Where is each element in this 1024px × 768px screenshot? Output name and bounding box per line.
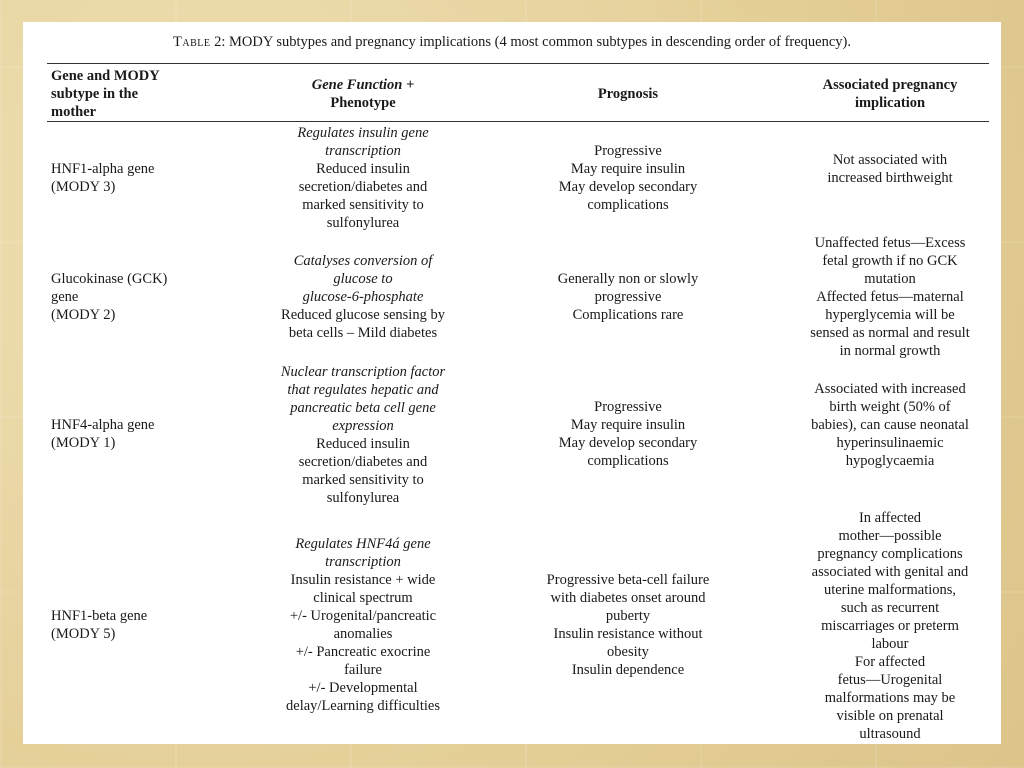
function-line: sulfonylurea — [326, 215, 400, 231]
pregnancy-line: hypoglycaemia — [845, 453, 935, 469]
pregnancy-line: increased birthweight — [827, 170, 953, 186]
table-panel — [23, 22, 1001, 744]
row-2-prognosis — [523, 270, 733, 324]
function-line: beta cells – Mild diabetes — [288, 325, 438, 341]
pregnancy-line: uterine malformations, — [823, 582, 957, 598]
row-4-prognosis — [523, 571, 733, 679]
prognosis-line: Progressive beta-cell failure — [546, 572, 710, 588]
prognosis-line: progressive — [594, 289, 662, 305]
prognosis-line: May develop secondary — [558, 435, 698, 451]
pregnancy-line: babies), can cause neonatal — [811, 417, 969, 433]
header-gene-line: Gene and MODY — [51, 68, 160, 84]
pregnancy-line: labour — [871, 636, 909, 652]
row-3-gene — [51, 416, 251, 452]
function-line: sulfonylurea — [326, 490, 400, 506]
top-rule — [47, 63, 989, 64]
function-italic-line: Nuclear transcription factor — [280, 364, 446, 380]
pregnancy-line: pregnancy complications — [817, 546, 963, 562]
gene-line: (MODY 3) — [51, 179, 116, 195]
function-line: marked sensitivity to — [302, 197, 424, 213]
pregnancy-line: Associated with increased — [814, 381, 966, 397]
header-gene-line: subtype in the — [51, 86, 139, 102]
gene-line: HNF1-beta gene — [51, 608, 148, 624]
function-line: delay/Learning difficulties — [286, 698, 440, 714]
header-function — [258, 76, 468, 112]
function-line: Reduced insulin — [316, 436, 410, 452]
pregnancy-line: such as recurrent — [840, 600, 940, 616]
function-italic-line: glucose to — [333, 271, 393, 287]
pregnancy-line: Affected fetus—maternal — [816, 289, 964, 305]
function-italic-line: expression — [332, 418, 394, 434]
pregnancy-line: hyperinsulinaemic — [836, 435, 944, 451]
header-function-line: Phenotype — [330, 95, 396, 111]
prognosis-line: puberty — [605, 608, 651, 624]
function-italic-line: Regulates insulin gene — [297, 125, 429, 141]
header-prognosis — [523, 85, 733, 103]
function-line: Insulin resistance + wide — [290, 572, 436, 588]
function-italic-line: Catalyses conversion of — [293, 253, 433, 269]
function-line: marked sensitivity to — [302, 472, 424, 488]
function-line: Reduced insulin — [316, 161, 410, 177]
pregnancy-line: in normal growth — [839, 343, 941, 359]
gene-line: (MODY 2) — [51, 307, 116, 323]
pregnancy-line: mutation — [864, 271, 916, 287]
row-2-function — [258, 252, 468, 342]
row-4-gene — [51, 607, 251, 643]
function-line: +/- Developmental — [308, 680, 418, 696]
function-line: +/- Urogenital/pancreatic — [289, 608, 437, 624]
row-4-pregnancy — [785, 509, 995, 743]
caption-text: 2: MODY subtypes and pregnancy implications (4 most common subtypes in descending order of frequency). — [210, 34, 852, 50]
pregnancy-line: fetal growth if no GCK — [822, 253, 958, 269]
pregnancy-line: malformations may be — [824, 690, 956, 706]
function-line: +/- Pancreatic exocrine — [295, 644, 431, 660]
function-italic-line: glucose-6-phosphate — [302, 289, 424, 305]
pregnancy-line: In affected — [858, 510, 922, 526]
pregnancy-line: birth weight (50% of — [829, 399, 951, 415]
row-1-gene — [51, 160, 251, 196]
prognosis-line: Complications rare — [572, 307, 684, 323]
header-pregnancy — [785, 76, 995, 112]
header-pregnancy-line: Associated pregnancy — [822, 77, 958, 93]
row-2-pregnancy — [785, 234, 995, 360]
prognosis-line: Progressive — [594, 143, 662, 159]
gene-line: Glucokinase (GCK) — [51, 271, 168, 287]
header-pregnancy-line: implication — [854, 95, 926, 111]
function-line: anomalies — [333, 626, 393, 642]
gene-line: (MODY 5) — [51, 626, 116, 642]
row-3-pregnancy — [785, 380, 995, 470]
function-line: failure — [344, 662, 382, 678]
prognosis-line: Generally non or slowly — [557, 271, 699, 287]
function-italic-line: transcription — [325, 143, 401, 159]
prognosis-line: obesity — [607, 644, 649, 660]
function-italic-line: transcription — [325, 554, 401, 570]
function-line: clinical spectrum — [313, 590, 413, 606]
pregnancy-line: mother—possible — [838, 528, 942, 544]
pregnancy-line: For affected — [854, 654, 926, 670]
table-caption — [23, 34, 1001, 51]
function-line: Reduced glucose sensing by — [281, 307, 445, 323]
pregnancy-line: Not associated with — [832, 152, 948, 168]
pregnancy-line: ultrasound — [859, 726, 921, 742]
pregnancy-line: miscarriages or preterm — [821, 618, 959, 634]
row-3-function — [258, 363, 468, 507]
pregnancy-line: sensed as normal and result — [810, 325, 970, 341]
pregnancy-line: Unaffected fetus—Excess — [814, 235, 966, 251]
gene-line: (MODY 1) — [51, 435, 116, 451]
gene-line: HNF1-alpha gene — [51, 161, 155, 177]
prognosis-line: May develop secondary — [558, 179, 698, 195]
prognosis-line: May require insulin — [570, 417, 686, 433]
pregnancy-line: associated with genital and — [811, 564, 969, 580]
function-italic-line: pancreatic beta cell gene — [290, 400, 436, 416]
prognosis-line: May require insulin — [570, 161, 686, 177]
header-rule — [47, 121, 989, 122]
function-italic-line: Regulates HNF4á gene — [295, 536, 431, 552]
prognosis-line: complications — [587, 453, 669, 469]
row-3-prognosis — [523, 398, 733, 470]
header-function-line: Gene Function + — [311, 77, 415, 93]
header-gene-line: mother — [51, 104, 97, 120]
prognosis-line: with diabetes onset around — [550, 590, 706, 606]
pregnancy-line: fetus—Urogenital — [837, 672, 943, 688]
row-1-pregnancy — [785, 151, 995, 187]
gene-line: gene — [51, 289, 79, 305]
function-italic-line: that regulates hepatic and — [287, 382, 439, 398]
pregnancy-line: visible on prenatal — [836, 708, 944, 724]
function-line: secretion/diabetes and — [298, 454, 428, 470]
gene-line: HNF4-alpha gene — [51, 417, 155, 433]
prognosis-line: Insulin dependence — [571, 662, 685, 678]
prognosis-line: Insulin resistance without — [553, 626, 703, 642]
prognosis-line: Progressive — [594, 399, 662, 415]
row-1-function — [258, 124, 468, 232]
row-2-gene — [51, 270, 251, 324]
header-gene — [51, 67, 251, 121]
header-prognosis-line: Prognosis — [597, 86, 659, 102]
function-line: secretion/diabetes and — [298, 179, 428, 195]
pregnancy-line: hyperglycemia will be — [825, 307, 955, 323]
prognosis-line: complications — [587, 197, 669, 213]
caption-table-word: Table — [172, 34, 211, 50]
row-1-prognosis — [523, 142, 733, 214]
row-4-function — [258, 535, 468, 715]
